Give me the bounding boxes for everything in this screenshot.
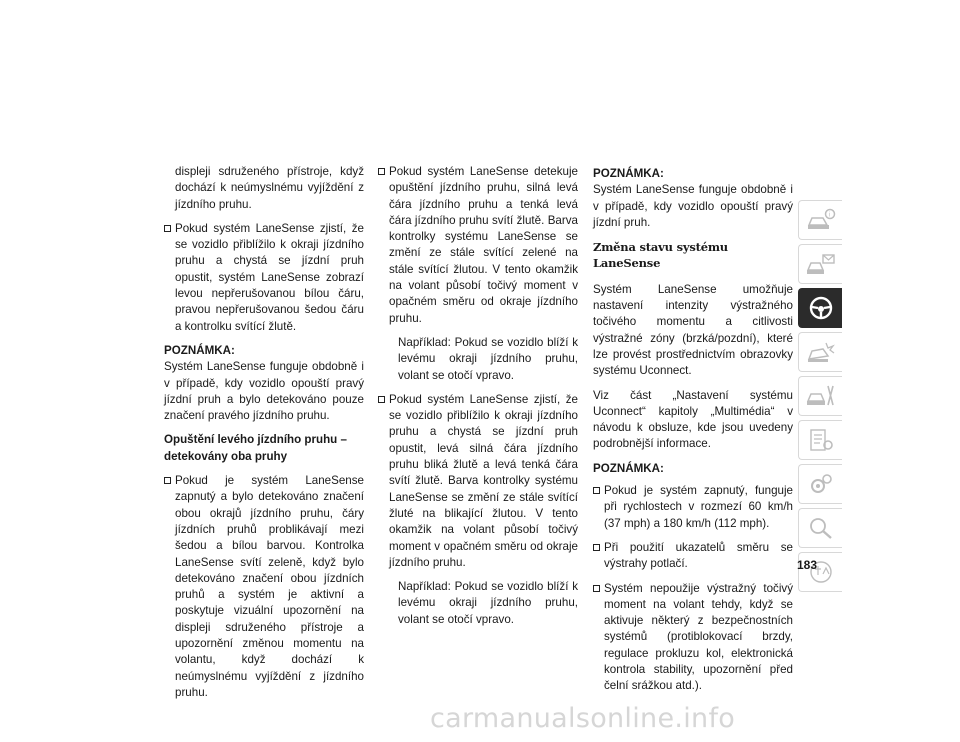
paragraph-continued: displeji sdruženého přístroje, když dochází k neúmyslnému vyjíždění z jízdního pruhu.	[175, 165, 364, 211]
paragraph: Viz část „Nastavení systému Uconnect“ kapitoly „Multimédia“ v návodu k obsluze, kde jsou uvedeny podrobnější informace.	[593, 388, 793, 451]
bullet-text: Pokud systém LaneSense zjistí, že se vozidlo přiblížilo k okraji jízdního pruhu a chystá se jízdní pruh opustit, levá silná čára jízdního pruhu bliká žlutě a levá tenká čára svítí žlutě. Barva kontrolky systému LaneSense se změní ze stále svítící žluté na blikající žlutou. V tento okamžik na volant působí točivý moment v opačném směru od okraje jízdního pruhu.	[389, 392, 578, 569]
tab-search[interactable]	[798, 508, 842, 548]
bullet-text: Při použití ukazatelů směru se výstrahy potlačí.	[604, 540, 793, 571]
column-1	[164, 164, 364, 709]
bullet-box-icon	[593, 544, 600, 551]
bullet-box-icon	[164, 477, 171, 484]
bullet-text: Pokud systém LaneSense zjistí, že se vozidlo přiblížilo k okraji jízdního pruhu a chystá se jízdní pruh opustit, systém LaneSense zobrazí levou nepřerušovanou bílou čáru, pravou nepřerušovanou šedou čáru a kontrolku svítící žlutě.	[175, 221, 364, 333]
note-title: POZNÁMKA:	[593, 461, 664, 475]
note-text: Systém LaneSense funguje obdobně i v případě, kdy vozidlo opouští pravý jízdní pruh a bylo detekováno pouze značení pravého jízdního pruhu.	[164, 360, 364, 423]
gears-icon	[806, 471, 836, 497]
magnifier-icon	[806, 515, 836, 541]
bullet-box-icon	[593, 487, 600, 494]
bullet-item	[378, 392, 578, 571]
tab-car-tools[interactable]	[798, 376, 842, 416]
note-title: POZNÁMKA:	[593, 167, 664, 180]
tab-list-gear[interactable]	[798, 420, 842, 460]
tab-car-mail[interactable]	[798, 244, 842, 284]
tab-steering-wheel[interactable]	[798, 288, 842, 328]
bullet-text: Pokud je systém LaneSense zapnutý a bylo detekováno značení obou okrajů jízdního pruhu, čáry jízdních pruhů problikávají mezi šedou a bílou barvou. Kontrolka LaneSense svítí zeleně, když bylo detekováno značení obou jízdních pruhů a systém je aktivní a poskytuje vizuální upozornění na displeji sdruženého přístroje a upozornění změnou momentu na volantu, když dochází k neúmyslnému vyjíždění z jízdního pruhu.	[175, 474, 364, 699]
bullet-item	[593, 581, 793, 695]
example-text: Například: Pokud se vozidlo blíží k levému okraji jízdního pruhu, volant se otočí vpravo.	[398, 580, 578, 626]
section-heading: Opuštění levého jízdního pruhu – detekovány oba pruhy	[164, 433, 347, 463]
bullet-box-icon	[593, 585, 600, 592]
page-number: 183	[797, 558, 818, 572]
column-2	[378, 164, 578, 636]
bullet-text: Systém nepoužije výstražný točivý moment na volant tehdy, když se aktivuje některý z bezpečnostních systémů (protiblokovací brzdy, regulace prokluzu kol, elektronická kontrola stability, upozornění před čelní srážkou atd.).	[604, 581, 793, 693]
bullet-item	[593, 540, 793, 573]
tab-car-crash[interactable]	[798, 332, 842, 372]
bullet-item	[378, 164, 578, 327]
steering-wheel-icon	[806, 295, 836, 321]
note-title: POZNÁMKA:	[164, 343, 235, 357]
column-3	[593, 164, 793, 703]
section-heading: Změna stavu systému LaneSense	[593, 240, 728, 271]
svg-text:i: i	[828, 211, 830, 219]
bullet-text: Pokud systém LaneSense detekuje opuštění jízdního pruhu, silná levá čára jízdního pruhu a tenká levá čára jízdního pruhu svítí žlutě. Barva kontrolky systému LaneSense se změní ze stále svítící zelené na stále svítící žlutou. V tento okamžik na volant působí točivý moment v opačném směru od okraje jízdního pruhu.	[389, 165, 578, 325]
bullet-item	[593, 483, 793, 532]
car-mail-icon	[806, 251, 836, 277]
watermark: carmanualsonline.info	[430, 703, 736, 734]
example-text: Například: Pokud se vozidlo blíží k levému okraji jízdního pruhu, volant se otočí vpravo.	[398, 335, 578, 382]
car-tools-icon	[806, 383, 836, 409]
bullet-item	[164, 473, 364, 701]
bullet-item	[164, 221, 364, 335]
list-gear-icon	[806, 427, 836, 453]
note-text: Systém LaneSense funguje obdobně i v případě, kdy vozidlo opouští pravý jízdní pruh.	[593, 183, 793, 229]
paragraph: Systém LaneSense umožňuje nastavení intenzity výstražného točivého momentu a citlivosti výstražné zóny (brzká/pozdní), které lze provést prostřednictvím obrazovky systému Uconnect.	[593, 282, 793, 378]
tab-car-info[interactable]	[798, 200, 842, 240]
bullet-box-icon	[378, 396, 385, 403]
tab-gears[interactable]	[798, 464, 842, 504]
car-info-icon	[806, 207, 836, 233]
bullet-text: Pokud je systém zapnutý, funguje při rychlostech v rozmezí 60 km/h (37 mph) a 180 km/h (112 mph).	[604, 484, 793, 530]
bullet-box-icon	[378, 168, 385, 175]
car-crash-icon	[806, 339, 836, 365]
chapter-tabs	[798, 200, 842, 596]
bullet-box-icon	[164, 225, 171, 232]
